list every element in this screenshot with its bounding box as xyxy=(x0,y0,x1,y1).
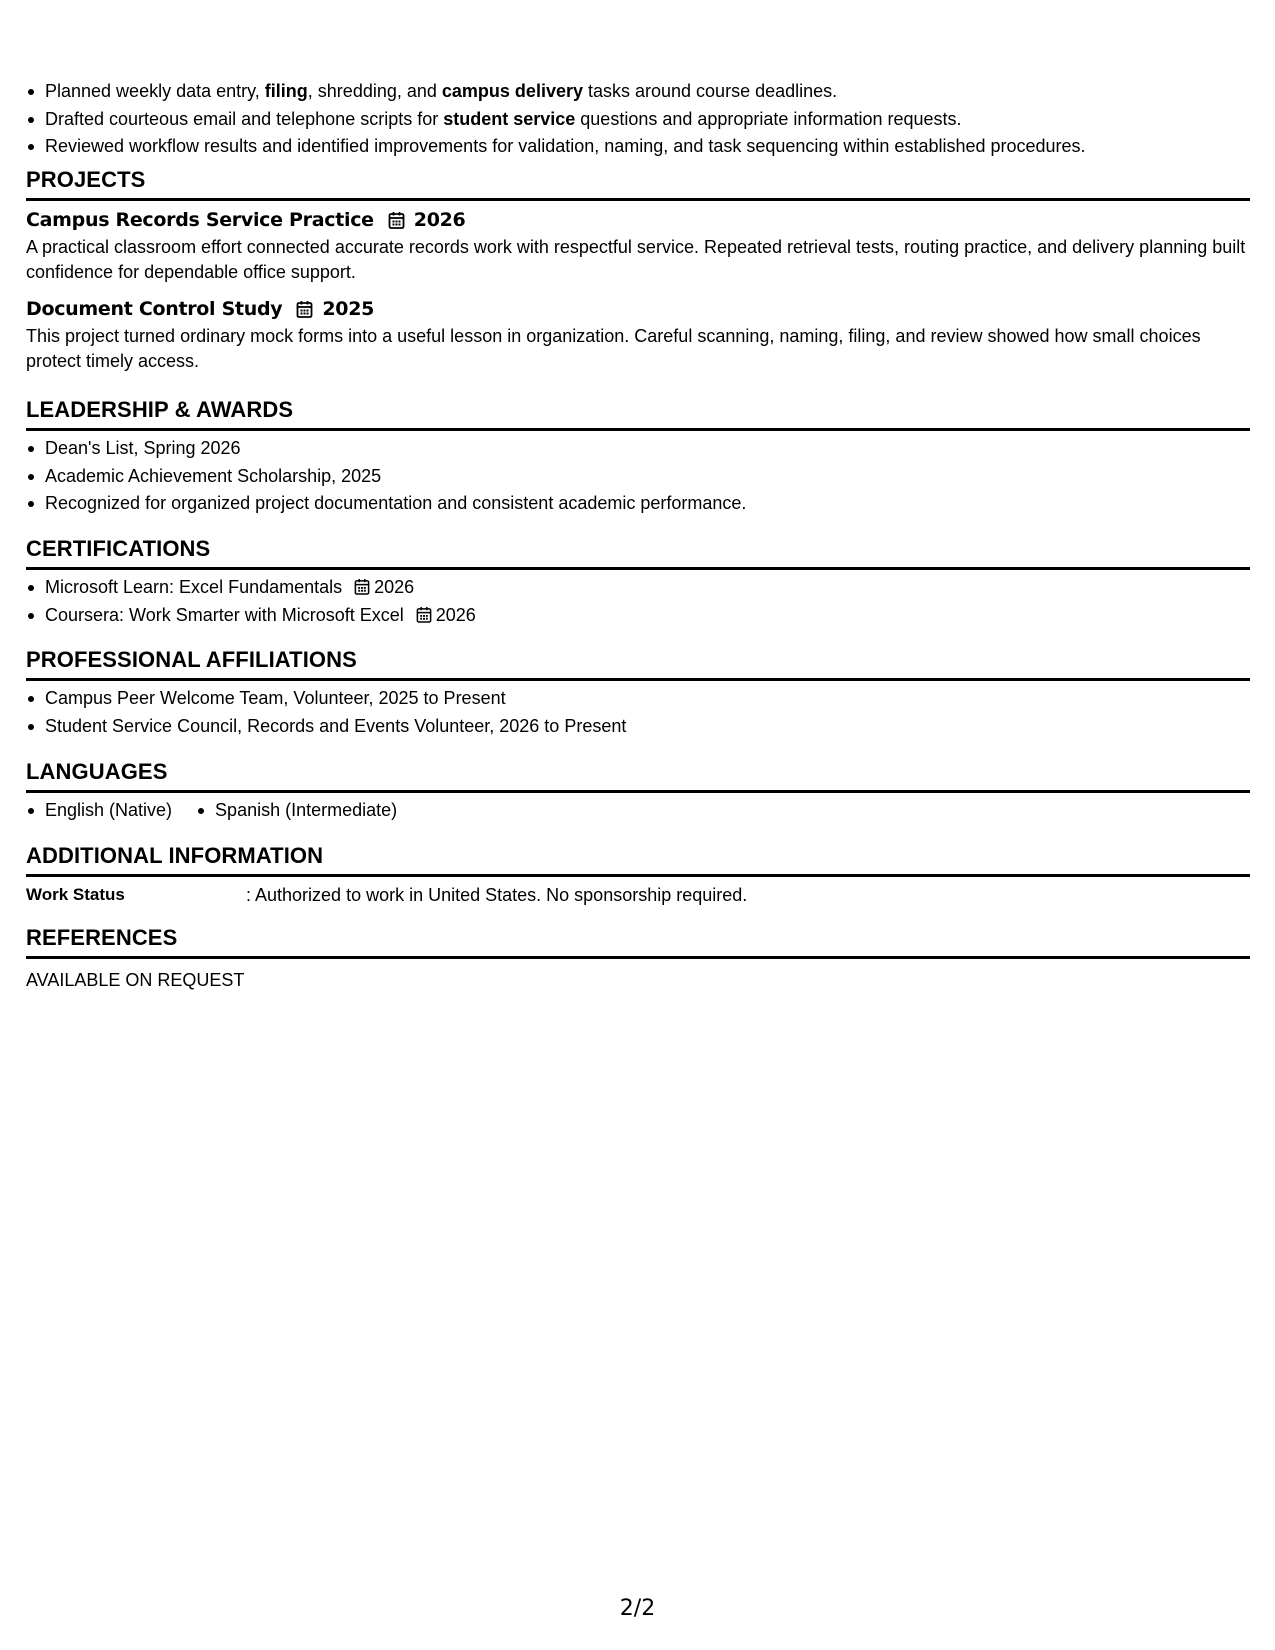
calendar-icon xyxy=(388,211,405,229)
experience-bullets xyxy=(26,78,1086,161)
list-item: English (Native) xyxy=(26,797,172,825)
project-item xyxy=(26,207,1250,284)
project-year: 2025 xyxy=(322,298,375,320)
bold-text: student service xyxy=(443,108,576,129)
text-segment: tasks around course deadlines. xyxy=(582,81,838,101)
cert-name: Coursera: Work Smarter with Microsoft Excel xyxy=(45,604,404,625)
leadership-list xyxy=(26,435,1250,518)
section-title: PROJECTS xyxy=(26,167,1250,201)
text-segment: Reviewed workflow results and identified improvements for validation, naming, and task sequencing within established procedures. xyxy=(45,136,1086,156)
cert-year: 2026 xyxy=(435,604,476,625)
calendar-icon xyxy=(354,578,370,595)
section-title: PROFESSIONAL AFFILIATIONS xyxy=(26,647,1250,681)
page-number: 2/2 xyxy=(619,1596,656,1621)
cert-name: Microsoft Learn: Excel Fundamentals xyxy=(45,577,343,597)
list-item xyxy=(26,78,1086,106)
text-segment: , shredding, and xyxy=(307,81,442,101)
text-segment: questions and appropriate information requests. xyxy=(575,108,962,129)
section-title: LEADERSHIP & AWARDS xyxy=(26,397,1250,431)
languages-list xyxy=(26,797,1250,825)
affiliations-list xyxy=(26,685,1250,740)
project-header xyxy=(26,207,1250,233)
additional-info-section xyxy=(26,843,1250,908)
list-item xyxy=(26,602,1250,630)
list-item: Recognized for organized project documentation and consistent academic performance. xyxy=(26,490,1250,518)
list-item xyxy=(26,133,1086,161)
project-header xyxy=(26,296,1250,322)
list-item xyxy=(26,106,1086,134)
list-item xyxy=(26,574,1250,602)
certifications-section xyxy=(26,536,1250,629)
certifications-list xyxy=(26,574,1250,629)
section-title: ADDITIONAL INFORMATION xyxy=(26,843,1250,877)
projects-section xyxy=(26,167,1250,373)
section-title: CERTIFICATIONS xyxy=(26,536,1250,570)
calendar-icon xyxy=(296,300,313,318)
references-section xyxy=(26,925,1250,993)
list-item: Academic Achievement Scholarship, 2025 xyxy=(26,463,1250,491)
languages-section xyxy=(26,759,1250,825)
bold-text: filing xyxy=(264,81,308,101)
references-text: AVAILABLE ON REQUEST xyxy=(26,970,245,990)
affiliations-section xyxy=(26,647,1250,740)
project-name: Campus Records Service Practice xyxy=(26,209,374,231)
work-status-label: Work Status xyxy=(26,885,125,904)
project-description: This project turned ordinary mock forms into a useful lesson in organization. Careful scanning, naming, filing, and review showed how small choices protect timely access. xyxy=(26,326,1201,371)
list-item: Student Service Council, Records and Events Volunteer, 2026 to Present xyxy=(26,713,1250,741)
bold-text: campus delivery xyxy=(441,81,583,101)
work-status-row xyxy=(26,882,1250,908)
project-description: A practical classroom effort connected accurate records work with respectful service. Repeated retrieval tests, routing practice, and delivery planning built confidence for dependable office support. xyxy=(26,237,1246,282)
project-name: Document Control Study xyxy=(26,298,283,320)
section-title: LANGUAGES xyxy=(26,759,1250,793)
project-item xyxy=(26,296,1250,373)
list-item: Spanish (Intermediate) xyxy=(196,797,397,825)
section-title: REFERENCES xyxy=(26,925,1250,959)
project-year: 2026 xyxy=(413,209,466,231)
calendar-icon xyxy=(416,606,432,623)
text-segment: Drafted courteous email and telephone scripts for xyxy=(45,108,444,129)
work-status-value: : Authorized to work in United States. No sponsorship required. xyxy=(246,885,748,905)
text-segment: Planned weekly data entry, xyxy=(45,81,265,101)
list-item: Campus Peer Welcome Team, Volunteer, 2025 to Present xyxy=(26,685,1250,713)
leadership-section xyxy=(26,397,1250,518)
cert-year: 2026 xyxy=(374,577,415,597)
list-item: Dean's List, Spring 2026 xyxy=(26,435,1250,463)
